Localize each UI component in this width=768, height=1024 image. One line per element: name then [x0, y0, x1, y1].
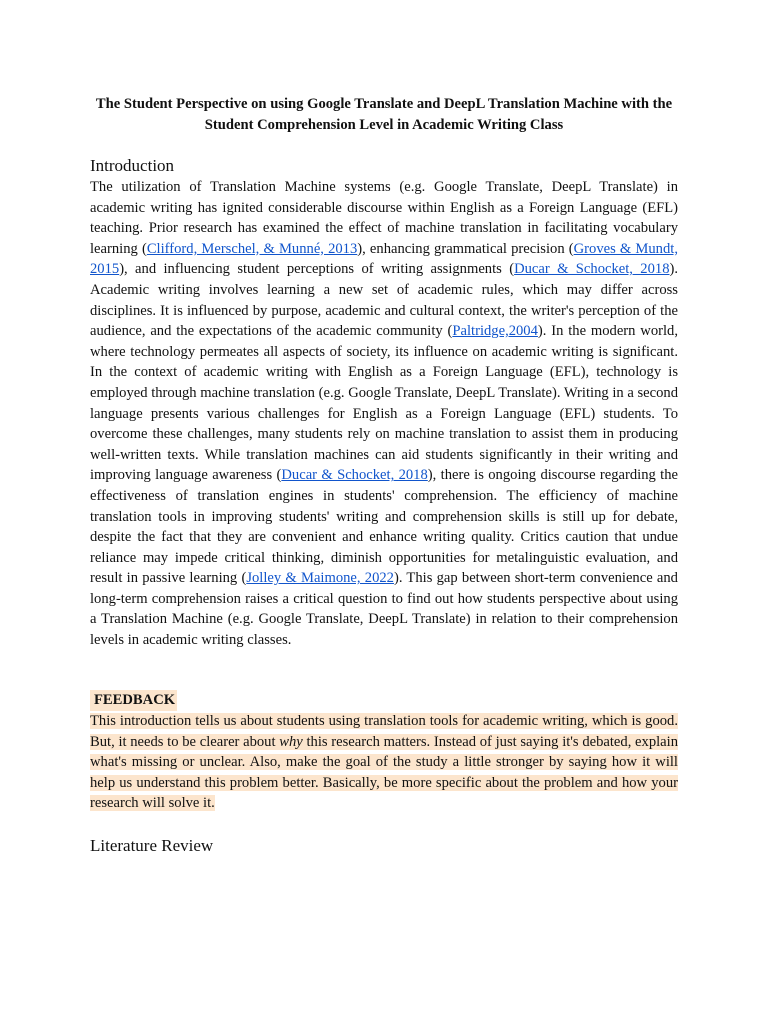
feedback-label: FEEDBACK: [90, 690, 177, 711]
intro-text: The utilization of Translation Machine systems (e.g. Google Translate, DeepL Translate) in academic writing has ignited considerable discourse within English as a Foreign Language (EFL) teaching. Prior research has examined the effect of machine translation in facilitating vocabulary learning (: [90, 179, 678, 257]
intro-text: ), and influencing student perceptions of writing assignments (: [119, 261, 515, 278]
intro-text: ), enhancing grammatical precision (: [357, 240, 574, 257]
feedback-paragraph: [90, 711, 678, 814]
citation-link[interactable]: Clifford, Merschel, & Munné, 2013: [146, 240, 358, 257]
intro-text: ). In the modern world, where technology permeates all aspects of society, its influence on academic writing is significant. In the context of academic writing with English as a Foreign Language (EFL), technology is employed through machine translation (e.g. Google Translate, DeepL Translate). Writing in a second language presents various challenges for English as a Foreign Language (EFL) students. To overcome these challenges, many students rely on machine translation to assist them in producing well-written texts. While translation machines can aid students significantly in their writing and improving language awareness (: [90, 323, 678, 484]
document-title: The Student Perspective on using Google Translate and DeepL Translation Machine with the Student Comprehension Level in Academic Writing Class: [95, 96, 673, 133]
introduction-paragraph: [90, 177, 678, 651]
citation-link[interactable]: Ducar & Schocket, 2018: [281, 467, 428, 484]
introduction-heading: Introduction: [90, 156, 175, 175]
citation-link[interactable]: Groves & Mundt, 2015: [90, 240, 678, 278]
literature-review-heading: Literature Review: [90, 836, 214, 855]
feedback-text: This introduction tells us about students using translation tools for academic writing, which is good. But, it needs to be clearer about: [90, 713, 678, 750]
intro-text: ). Academic writing involves learning a new set of academic rules, which may differ across disciplines. It is influenced by purpose, academic and cultural context, the writer's perception of the audience, and the expectations of the academic community (: [90, 261, 679, 340]
feedback-text: this research matters. Instead of just saying it's debated, explain what's missing or unclear. Also, make the goal of the study a little stronger by saying how it will help us understand this problem better. Basically, be more specific about the problem and how your research will solve it.: [90, 733, 678, 812]
intro-text: ). This gap between short-term convenience and long-term comprehension raises a critical question to find out how students perspective about using a Translation Machine (e.g. Google Translate, DeepL Translate) in relation to their comprehension levels in academic writing classes.: [90, 570, 678, 649]
feedback-emphasis: why: [279, 733, 303, 750]
citation-link[interactable]: Ducar & Schocket, 2018: [514, 261, 670, 278]
citation-link[interactable]: Jolley & Maimone, 2022: [246, 570, 394, 587]
intro-text: ), there is ongoing discourse regarding the effectiveness of translation engines in students' comprehension. The efficiency of machine translation tools in improving students' writing and comprehension skills is still up for debate, despite the fact that they are convenient and enhance writing quality. Critics caution that undue reliance may impede critical thinking, diminish opportunities for metalinguistic evaluation, and result in passive learning (: [90, 467, 679, 587]
citation-link[interactable]: Paltridge,2004: [452, 323, 538, 340]
